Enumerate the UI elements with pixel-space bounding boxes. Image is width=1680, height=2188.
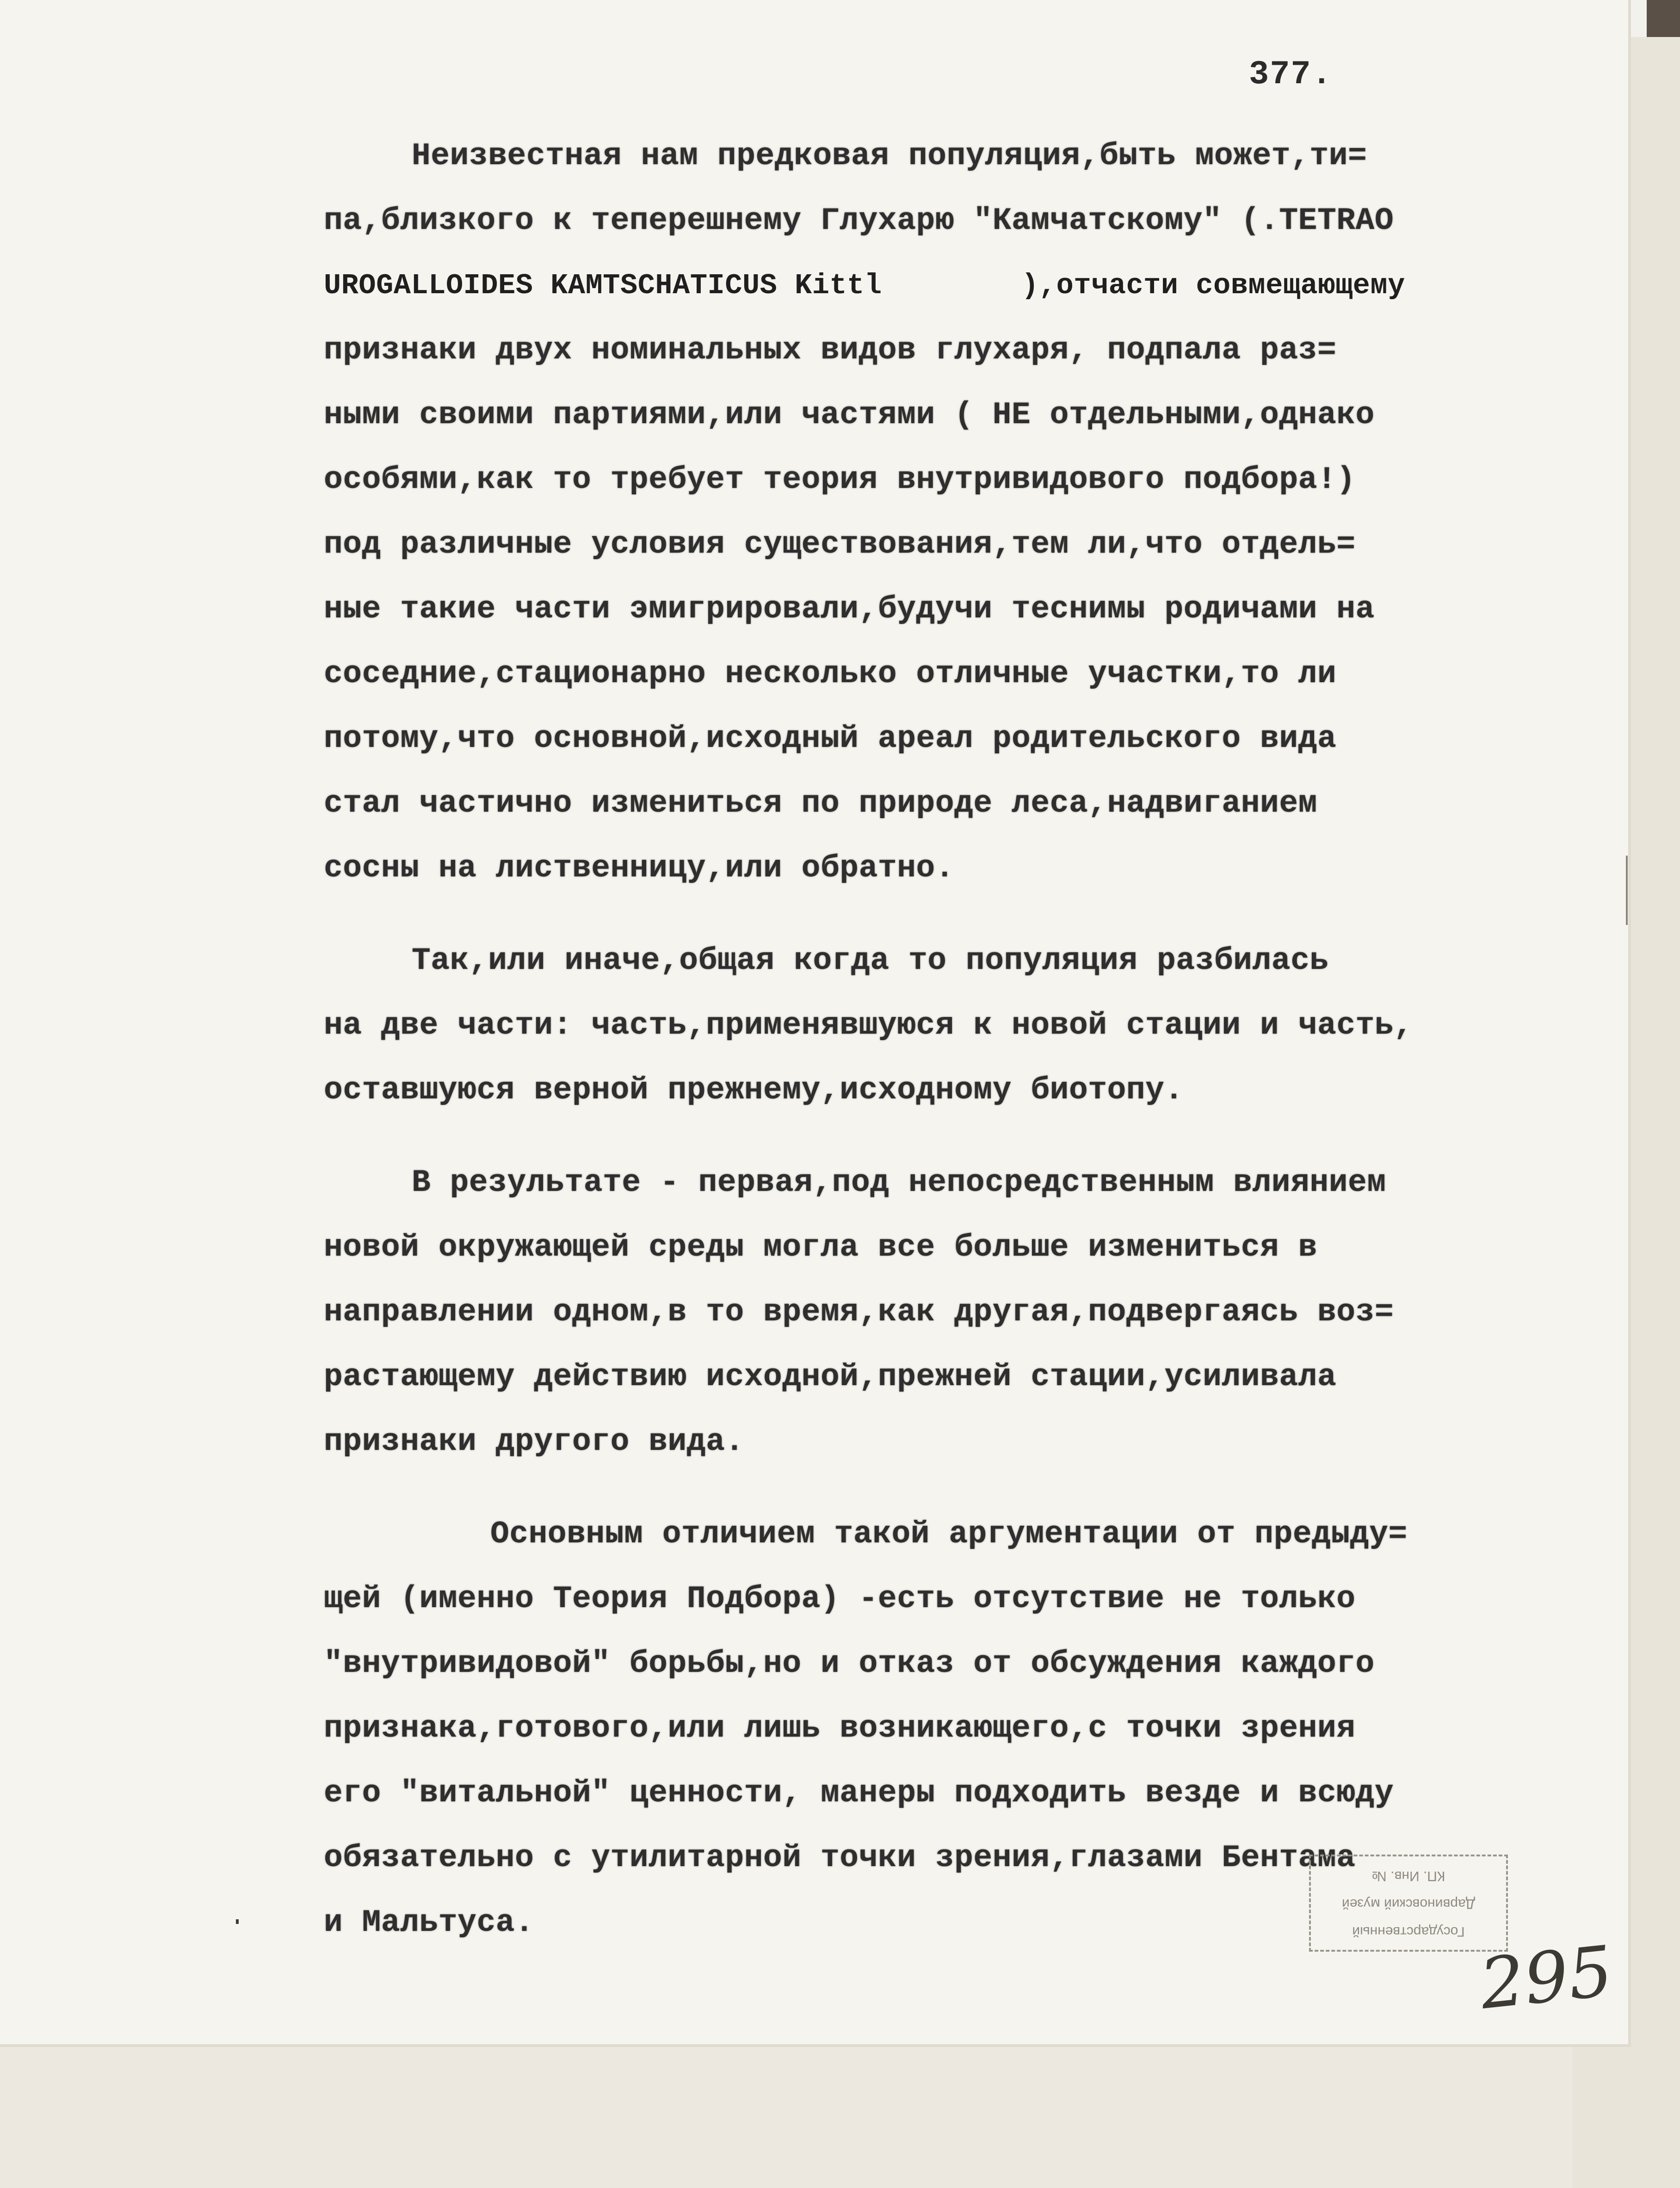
text-line: на две части: часть,применявшуюся к новой стации и часть, bbox=[324, 1008, 1413, 1043]
text-line: новой окружающей среды могла все больше измениться в bbox=[324, 1230, 1317, 1265]
underlying-sheet-bottom bbox=[0, 2044, 1573, 2188]
text-line: признаки другого вида. bbox=[324, 1424, 744, 1460]
text-line: ными своими партиями,или частями ( НЕ отдельными,однако bbox=[324, 397, 1375, 433]
text-line: и Мальтуса. bbox=[324, 1905, 534, 1941]
page-number: 377. bbox=[1249, 55, 1333, 93]
text-line: особями,как то требует теория внутривидового подбора!) bbox=[324, 462, 1356, 498]
text-line: направлении одном,в то время,как другая,подвергаясь воз= bbox=[324, 1294, 1394, 1330]
text-line: потому,что основной,исходный ареал родительского вида bbox=[324, 721, 1337, 757]
archive-stamp bbox=[1309, 1855, 1508, 1952]
text-line: признака,готового,или лишь возникающего,с точки зрения bbox=[324, 1711, 1356, 1746]
text-line: стал частично измениться по природе леса,надвиганием bbox=[324, 786, 1317, 821]
text-line: под различные условия существования,тем ли,что отдель= bbox=[324, 527, 1356, 562]
text-line: па,близкого к теперешнему Глухарю "Камчатскому" (.TETRAO bbox=[324, 203, 1394, 239]
text-line: Так,или иначе,общая когда то популяция разбилась bbox=[412, 943, 1329, 979]
text-line: оставшуюся верной прежнему,исходному биотопу. bbox=[324, 1072, 1184, 1108]
paragraph-2 bbox=[324, 929, 1536, 1123]
handwritten-folio-number: 295 bbox=[1476, 1931, 1617, 2025]
text-line: соседние,стационарно несколько отличные участки,то ли bbox=[324, 656, 1337, 692]
text-line: его "витальной" ценности, манеры подходить везде и всюду bbox=[324, 1775, 1394, 1811]
ink-dot bbox=[236, 1919, 239, 1924]
stamp-line: КП. Инв. № bbox=[1371, 1868, 1445, 1884]
text-line: Основным отличием такой аргументации от предыду= bbox=[490, 1516, 1408, 1552]
paragraph-1 bbox=[324, 124, 1536, 901]
text-line: "внутривидовой" борьбы,но и отказ от обсуждения каждого bbox=[324, 1646, 1375, 1682]
body-text bbox=[324, 124, 1536, 1955]
text-line: В результате - первая,под непосредственным влиянием bbox=[412, 1165, 1386, 1201]
text-line: обязательно с утилитарной точки зрения,глазами Бентама bbox=[324, 1840, 1356, 1876]
stamp-line: Государственный bbox=[1352, 1924, 1465, 1939]
text-line: Неизвестная нам предковая популяция,быть может,ти= bbox=[412, 138, 1367, 174]
paragraph-3 bbox=[324, 1151, 1536, 1474]
text-line: ные такие части эмигрировали,будучи теснимы родичами на bbox=[324, 592, 1375, 627]
margin-tick bbox=[1626, 856, 1628, 925]
latin-name-line: UROGALLOIDES KAMTSCHATICUS Kittl ),отчасти совмещающему bbox=[324, 269, 1405, 302]
text-line: признаки двух номинальных видов глухаря, подпала раз= bbox=[324, 333, 1337, 368]
text-line: растающему действию исходной,прежней стации,усиливала bbox=[324, 1359, 1337, 1395]
stamp-line: Дарвиновский музей bbox=[1341, 1896, 1476, 1911]
text-line: щей (именно Теория Подбора) -есть отсутствие не только bbox=[324, 1581, 1356, 1617]
text-line: сосны на лиственницу,или обратно. bbox=[324, 851, 955, 886]
